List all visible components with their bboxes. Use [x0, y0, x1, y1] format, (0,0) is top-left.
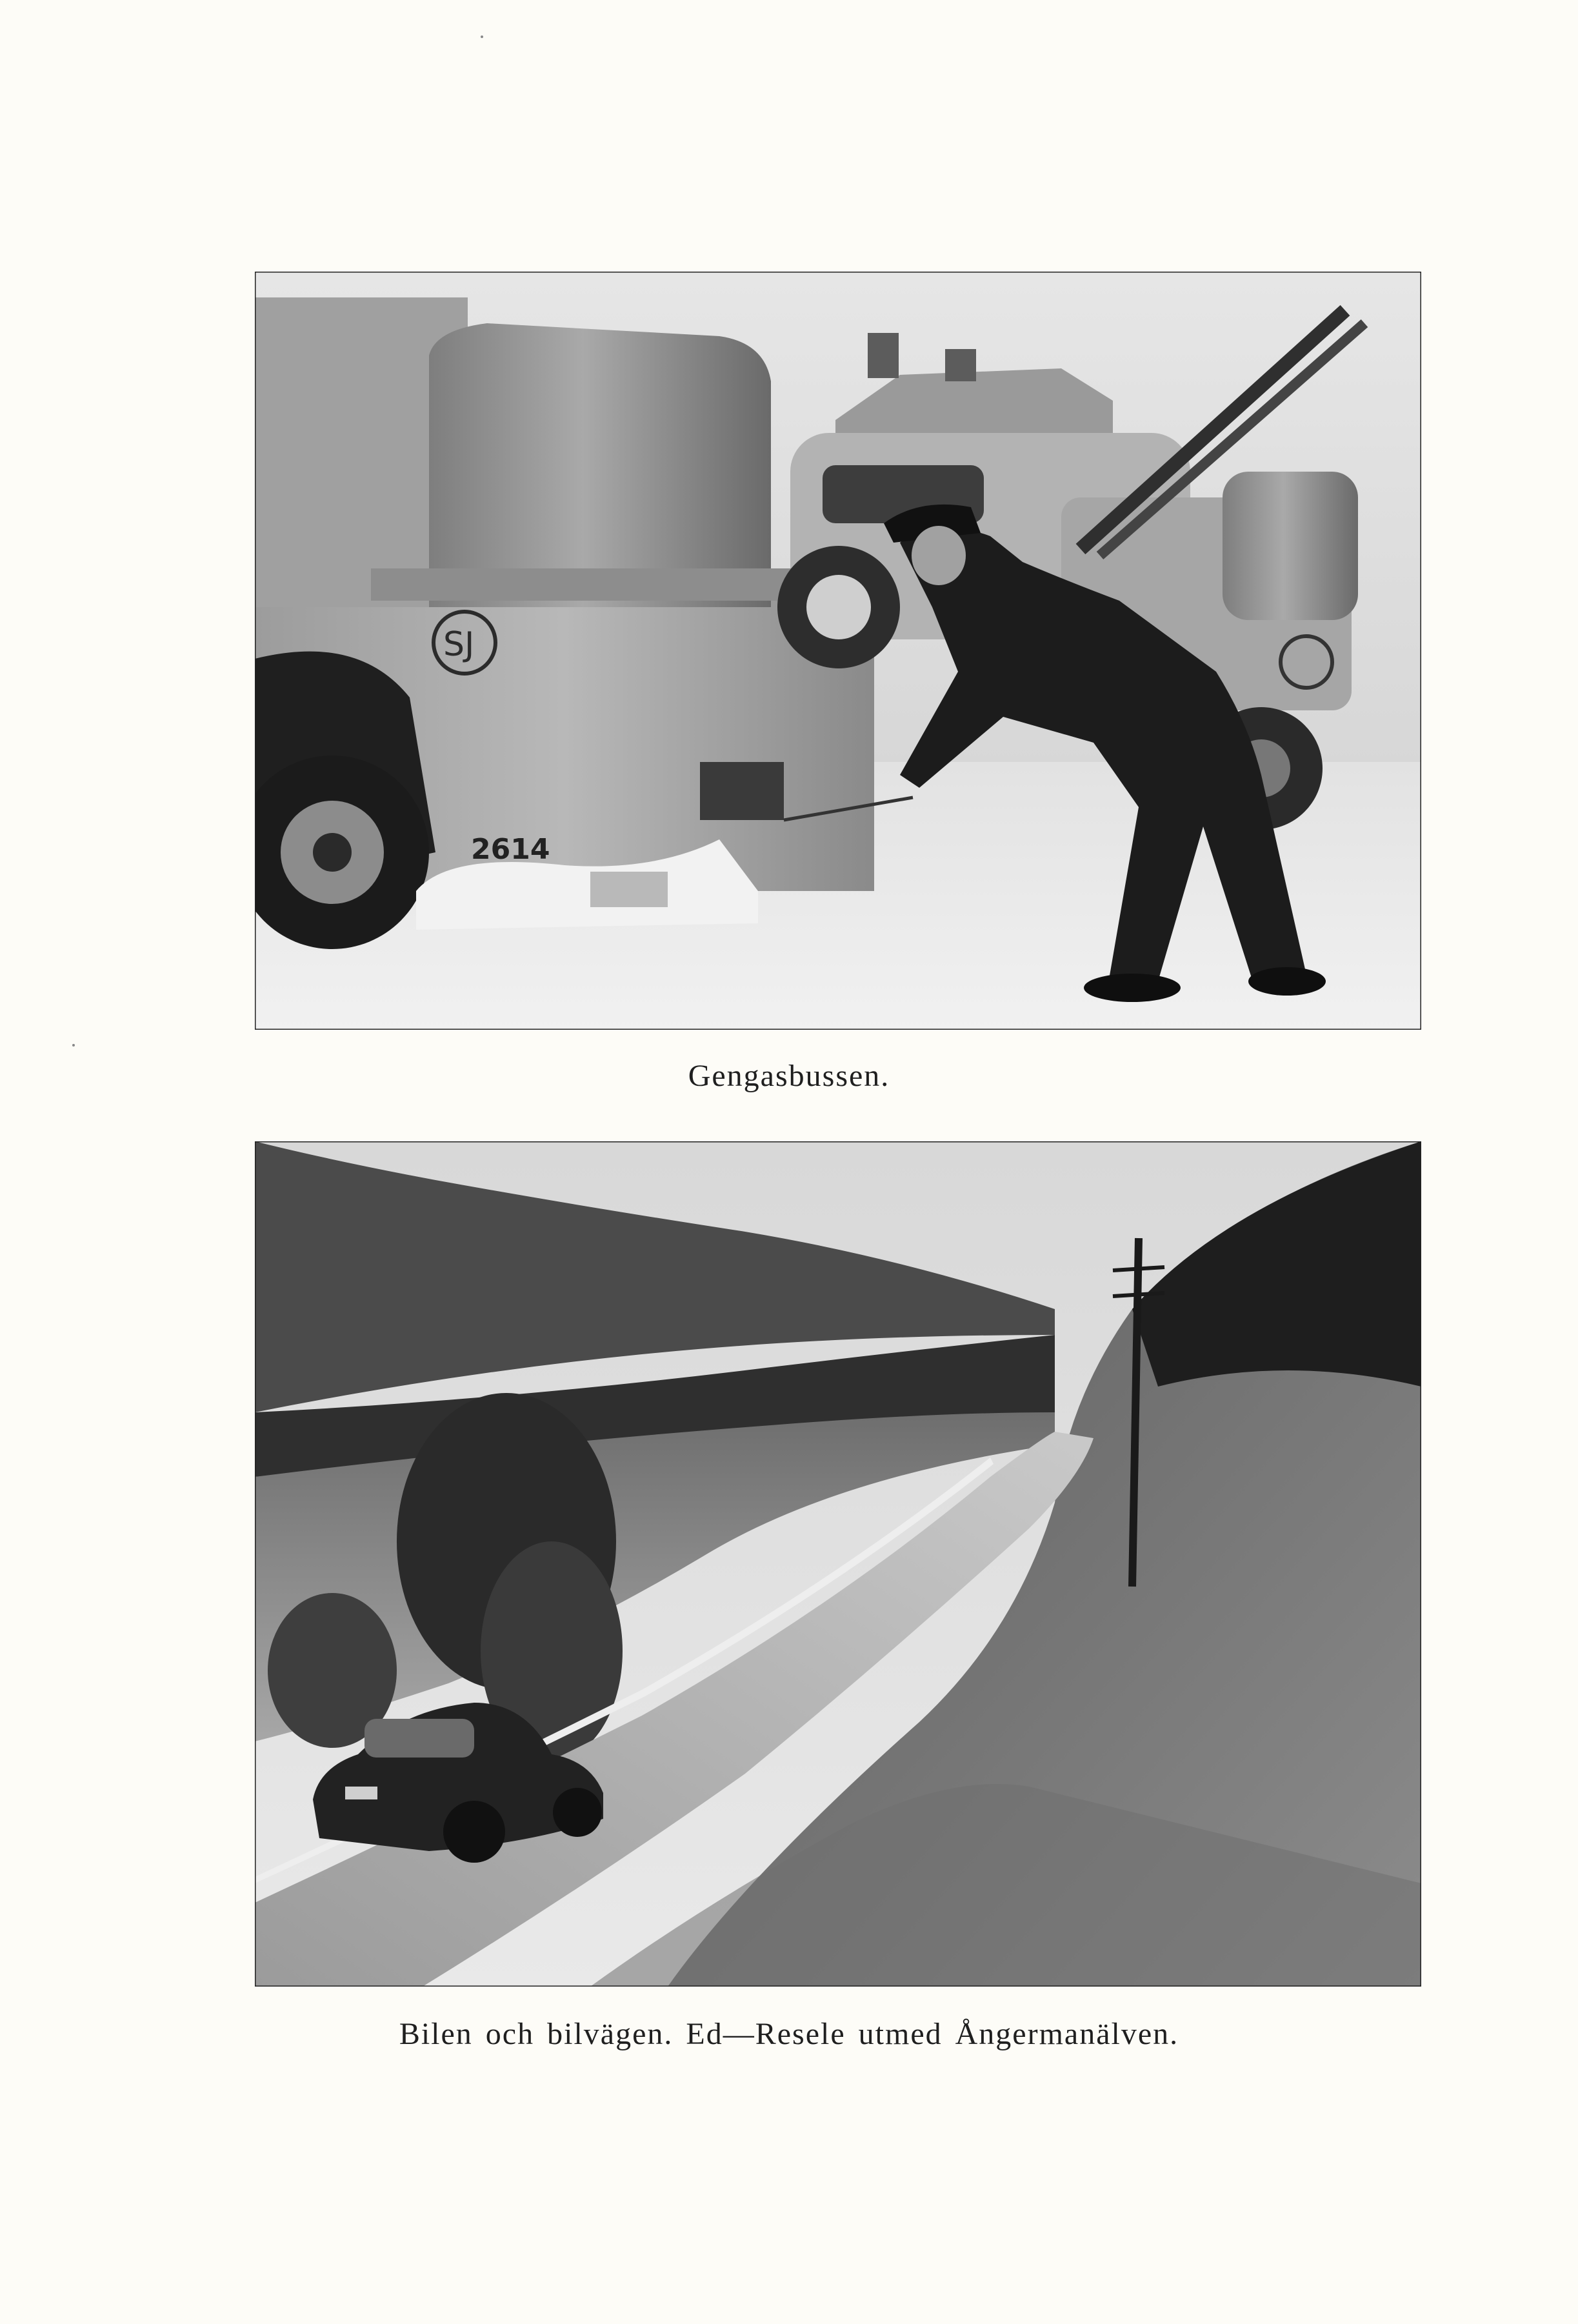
photo-road-by-river-image: [255, 1141, 1421, 1987]
photo-gengas-bus-image: [255, 272, 1421, 1030]
caption-gengasbussen: Gengasbussen.: [688, 1059, 890, 1093]
paper-speck: [72, 1044, 75, 1047]
caption-bilen-och-bilvagen: Bilen och bilvägen. Ed—Resele utmed Ångermanälven.: [399, 2017, 1179, 2051]
photo-gengas-bus: [255, 272, 1421, 1030]
bus-plate-number: 2614: [471, 833, 550, 866]
bus-badge: SJ: [443, 625, 475, 664]
paper-speck: [481, 35, 483, 38]
photo-road-by-river: [255, 1141, 1421, 1987]
